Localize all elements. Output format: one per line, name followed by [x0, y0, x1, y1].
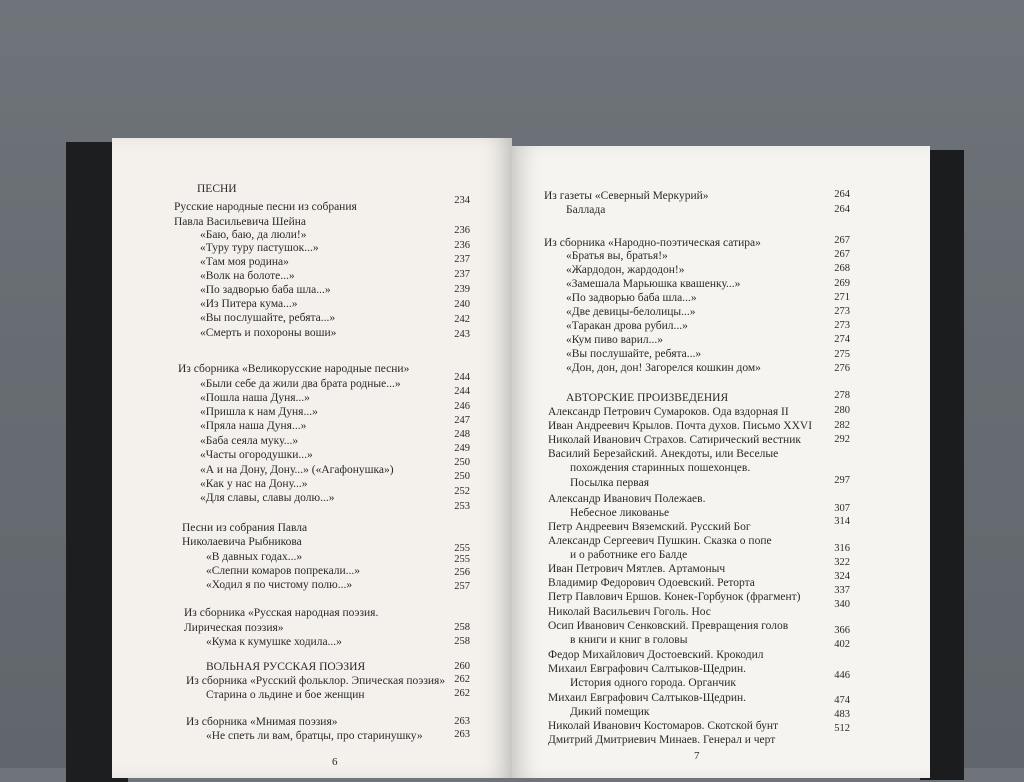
- toc-entry-page-number: 316: [834, 543, 850, 554]
- toc-entry-title: Василий Березайский. Анекдоты, или Веселые: [548, 448, 779, 460]
- toc-entry-page-number: 248: [454, 429, 470, 440]
- toc-entry-page-number: 314: [834, 516, 850, 527]
- toc-entry-page-number: 271: [834, 292, 850, 303]
- toc-entry-title: Николай Иванович Страхов. Сатирический вестник: [548, 434, 801, 446]
- toc-entry-page-number: 366: [834, 625, 850, 636]
- toc-entry-page-number: 273: [834, 306, 850, 317]
- toc-entry-title: «По задворью баба шла...»: [200, 284, 331, 296]
- toc-entry-title: Иван Андреевич Крылов. Почта духов. Письмо XXVI: [548, 420, 813, 432]
- toc-entry-page-number: 262: [454, 688, 470, 699]
- toc-entry-title: Из сборника «Мнимая поэзия»: [186, 716, 338, 728]
- toc-entry-title: «Баба сеяла муку...»: [200, 435, 299, 447]
- toc-entry-page-number: 239: [454, 284, 470, 295]
- toc-entry-title: История одного города. Органчик: [570, 677, 736, 689]
- toc-entry-title: Дикий помещик: [570, 706, 650, 718]
- toc-entry-page-number: 263: [454, 716, 470, 727]
- toc-entry-title: «Ходил я по чистому полю...»: [206, 579, 353, 591]
- toc-entry-page-number: 268: [834, 263, 850, 274]
- toc-entry-title: Александр Иванович Полежаев.: [548, 493, 706, 505]
- toc-entry-title: Из сборника «Великорусские народные песни»: [178, 363, 410, 375]
- toc-entry-page-number: 483: [834, 709, 850, 720]
- toc-entry-title: Николай Васильевич Гоголь. Нос: [548, 606, 711, 618]
- toc-entry-title: «Вы послушайте, ребята...»: [200, 312, 336, 324]
- toc-entry-page-number: 237: [454, 254, 470, 265]
- toc-entry-page-number: 246: [454, 401, 470, 412]
- toc-entry-page-number: 244: [454, 372, 470, 383]
- toc-entry-page-number: 243: [454, 329, 470, 340]
- toc-entry-page-number: 324: [834, 571, 850, 582]
- toc-entry-page-number: 275: [834, 349, 850, 360]
- toc-entry-page-number: 250: [454, 471, 470, 482]
- toc-entry-title: «По задворью баба шла...»: [566, 292, 697, 304]
- toc-entry-page-number: 242: [454, 314, 470, 325]
- toc-entry-page-number: 274: [834, 334, 850, 345]
- toc-entry-page-number: 446: [834, 670, 850, 681]
- left-page: [112, 138, 512, 778]
- toc-entry-title: Посылка первая: [570, 477, 649, 489]
- toc-entry-page-number: 278: [834, 390, 850, 401]
- toc-entry-page-number: 276: [834, 363, 850, 374]
- toc-entry-title: Русские народные песни из собрания: [174, 201, 357, 213]
- toc-entry-title: Из сборника «Русская народная поэзия.: [184, 607, 379, 619]
- toc-entry-title: «Таракан дрова рубил...»: [566, 320, 688, 332]
- toc-entry-page-number: 234: [454, 195, 470, 206]
- toc-entry-page-number: 474: [834, 695, 850, 706]
- toc-entry-page-number: 249: [454, 443, 470, 454]
- right-page: [512, 146, 930, 778]
- toc-entry-title: «Для славы, славы долю...»: [200, 492, 335, 504]
- toc-entry-title: Дмитрий Дмитриевич Минаев. Генерал и черт: [548, 734, 776, 746]
- toc-entry-page-number: 250: [454, 457, 470, 468]
- toc-entry-page-number: 340: [834, 599, 850, 610]
- toc-entry-page-number: 322: [834, 557, 850, 568]
- toc-entry-page-number: 247: [454, 415, 470, 426]
- toc-entry-title: «Кума к кумушке ходила...»: [206, 636, 342, 648]
- toc-entry-page-number: 273: [834, 320, 850, 331]
- toc-entry-page-number: 263: [454, 729, 470, 740]
- toc-entry-title: АВТОРСКИЕ ПРОИЗВЕДЕНИЯ: [566, 392, 729, 404]
- toc-entry-title: «Две девицы-белолицы...»: [566, 306, 696, 318]
- toc-entry-title: «А и на Дону, Дону...» («Агафонушка»): [200, 464, 394, 476]
- toc-entry-title: «Часты огородушки...»: [200, 449, 313, 461]
- toc-entry-title: «Жардодон, жардодон!»: [566, 264, 685, 276]
- toc-entry-page-number: 267: [834, 249, 850, 260]
- toc-entry-title: Николаевича Рыбникова: [182, 536, 302, 548]
- toc-entry-page-number: 282: [834, 420, 850, 431]
- toc-entry-page-number: 236: [454, 240, 470, 251]
- toc-entry-title: «Вы послушайте, ребята...»: [566, 348, 702, 360]
- toc-entry-page-number: 307: [834, 503, 850, 514]
- toc-entry-title: «Баю, баю, да люли!»: [200, 229, 307, 241]
- toc-entry-title: «Смерть и похороны воши»: [200, 327, 337, 339]
- toc-entry-title: «Туру туру пастушок...»: [200, 242, 319, 254]
- toc-entry-title: Из газеты «Северный Меркурий»: [544, 190, 709, 202]
- toc-entry-page-number: 267: [834, 235, 850, 246]
- toc-entry-title: Песни из собрания Павла: [182, 522, 308, 534]
- toc-entry-title: ВОЛЬНАЯ РУССКАЯ ПОЭЗИЯ: [206, 661, 366, 673]
- toc-entry-page-number: 280: [834, 405, 850, 416]
- toc-entry-page-number: 269: [834, 278, 850, 289]
- toc-entry-title: Из сборника «Русский фольклор. Эпическая поэзия»: [186, 675, 446, 687]
- toc-entry-title: «В давных годах...»: [206, 551, 303, 563]
- toc-entry-page-number: 258: [454, 636, 470, 647]
- toc-entry-title: «Из Питера кума...»: [200, 298, 298, 310]
- page-number-right: 7: [694, 750, 700, 762]
- toc-entry-title: «Братья вы, братья!»: [566, 250, 668, 262]
- toc-entry-title: «Кум пиво варил...»: [566, 334, 663, 346]
- toc-entry-page-number: 264: [834, 204, 850, 215]
- toc-entry-title: «Волк на болоте...»: [200, 270, 295, 282]
- toc-entry-page-number: 402: [834, 639, 850, 650]
- toc-entry-title: похождения старинных пошехонцев.: [570, 462, 751, 474]
- toc-entry-page-number: 253: [454, 501, 470, 512]
- toc-entry-title: «Замешала Марьюшка квашенку...»: [566, 278, 741, 290]
- toc-entry-title: Александр Петрович Сумароков. Ода вздорная II: [548, 406, 789, 418]
- toc-entry-title: Старина о льдине и бое женщин: [206, 689, 365, 701]
- toc-entry-title: «Как у нас на Дону...»: [200, 478, 308, 490]
- toc-entry-title: Федор Михайлович Достоевский. Крокодил: [548, 649, 764, 661]
- toc-entry-page-number: 258: [454, 622, 470, 633]
- toc-entry-title: Петр Андреевич Вяземский. Русский Бог: [548, 521, 751, 533]
- toc-entry-title: Из сборника «Народно-поэтическая сатира»: [544, 237, 761, 249]
- toc-entry-page-number: 255: [454, 543, 470, 554]
- toc-entry-page-number: 240: [454, 299, 470, 310]
- toc-entry-page-number: 297: [834, 475, 850, 486]
- toc-entry-title: Осип Иванович Сенковский. Превращения голов: [548, 620, 789, 632]
- toc-entry-page-number: 256: [454, 567, 470, 578]
- toc-entry-title: Николай Иванович Костомаров. Скотской бунт: [548, 720, 779, 732]
- toc-entry-page-number: 237: [454, 269, 470, 280]
- toc-entry-title: Владимир Федорович Одоевский. Реторта: [548, 577, 755, 589]
- toc-entry-title: «Были себе да жили два брата родные...»: [200, 378, 401, 390]
- toc-entry-title: Михаил Евграфович Салтыков-Щедрин.: [548, 663, 747, 675]
- toc-entry-title: «Пряла наша Дуня...»: [200, 420, 307, 432]
- toc-entry-title: и о работнике его Балде: [570, 549, 688, 561]
- toc-entry-title: Иван Петрович Мятлев. Артамоныч: [548, 563, 726, 575]
- toc-entry-title: «Там моя родина»: [200, 256, 289, 268]
- toc-entry-page-number: 236: [454, 225, 470, 236]
- toc-entry-title: Павла Васильевича Шейна: [174, 216, 306, 228]
- toc-entry-title: Лирическая поэзия»: [184, 622, 284, 634]
- toc-entry-title: «Дон, дон, дон! Загорелся кошкин дом»: [566, 362, 761, 374]
- toc-entry-page-number: 337: [834, 585, 850, 596]
- toc-entry-title: «Слепни комаров попрекали...»: [206, 565, 361, 577]
- toc-entry-title: ПЕСНИ: [197, 183, 237, 195]
- toc-entry-page-number: 244: [454, 386, 470, 397]
- toc-entry-title: «Не спеть ли вам, братцы, про старинушку»: [206, 730, 423, 742]
- toc-entry-page-number: 292: [834, 434, 850, 445]
- toc-entry-page-number: 262: [454, 674, 470, 685]
- toc-entry-title: «Пришла к нам Дуня...»: [200, 406, 318, 418]
- toc-entry-page-number: 255: [454, 554, 470, 565]
- toc-entry-page-number: 260: [454, 661, 470, 672]
- toc-entry-title: Петр Павлович Ершов. Конек-Горбунок (фрагмент): [548, 591, 801, 603]
- toc-entry-page-number: 252: [454, 486, 470, 497]
- page-number-left: 6: [332, 756, 338, 768]
- toc-entry-title: Михаил Евграфович Салтыков-Щедрин.: [548, 692, 747, 704]
- toc-entry-page-number: 257: [454, 581, 470, 592]
- toc-entry-title: «Пошла наша Дуня...»: [200, 392, 310, 404]
- toc-entry-page-number: 264: [834, 189, 850, 200]
- toc-entry-title: Александр Сергеевич Пушкин. Сказка о попе: [548, 535, 772, 547]
- toc-entry-title: в книги и книг в головы: [570, 634, 688, 646]
- toc-entry-title: Баллада: [566, 204, 606, 216]
- toc-entry-page-number: 512: [834, 723, 850, 734]
- toc-entry-title: Небесное ликованье: [570, 507, 670, 519]
